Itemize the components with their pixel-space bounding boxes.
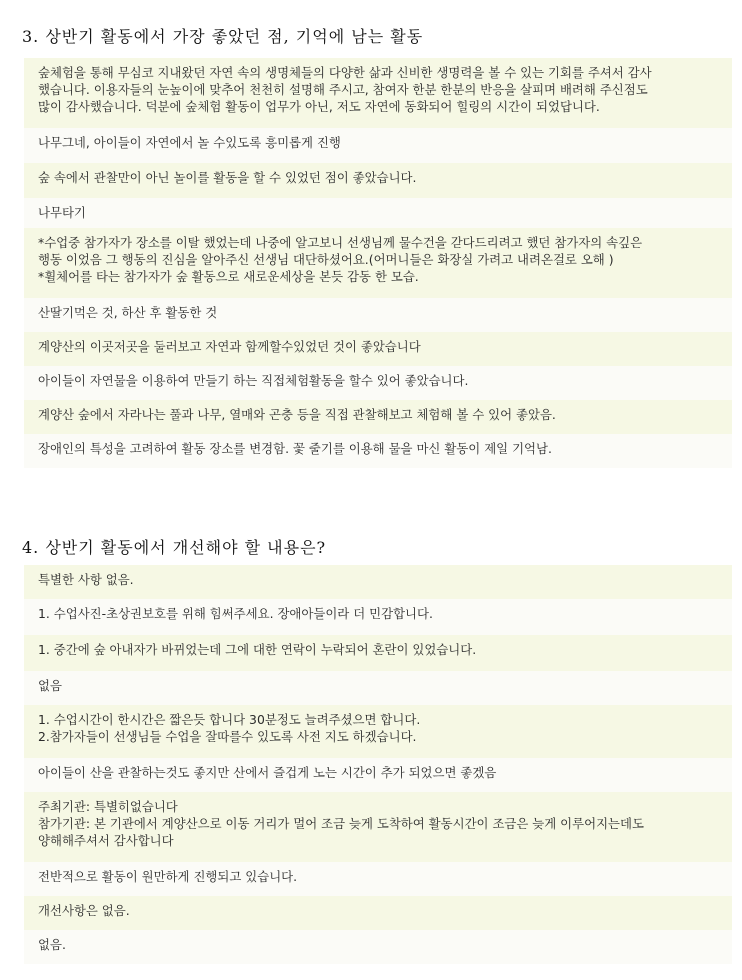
response-row <box>24 671 732 705</box>
response-line: 주최기관: 특별히없습니다 <box>38 799 178 814</box>
response-line: 없음 <box>38 678 62 693</box>
response-row <box>24 163 732 198</box>
response-row <box>24 792 732 862</box>
response-row <box>24 758 732 792</box>
section-4-title: 4. 상반기 활동에서 개선해야 할 내용은? <box>22 538 327 557</box>
response-row <box>24 228 732 298</box>
response-line: 많이 감사했습니다. 덕분에 숲체험 활동이 업무가 아닌, 저도 자연에 동화되어 힐링의 시간이 되었답니다. <box>38 99 600 114</box>
response-line: 숲 속에서 관찰만이 아닌 놀이를 활동을 할 수 있었던 점이 좋았습니다. <box>38 170 417 185</box>
response-row <box>24 366 732 400</box>
response-row <box>24 128 732 163</box>
response-line: 장애인의 특성을 고려하여 활동 장소를 변경함. 꽃 줄기를 이용해 물을 마신 활동이 제일 기억남. <box>38 441 552 456</box>
section-4-responses <box>24 565 732 964</box>
response-line: 특별한 사항 없음. <box>38 572 134 587</box>
response-line: 숲체험을 통해 무심코 지내왔던 자연 속의 생명체들의 다양한 삶과 신비한 생명력을 볼 수 있는 기회를 주셔서 감사 <box>38 65 652 80</box>
response-line: 나무타기 <box>38 205 86 220</box>
response-line: 행동 이었음 그 행동의 진심을 알아주신 선생님 대단하셨어요.(어머니들은 화장실 가려고 내려온걸로 오해 ) <box>38 252 614 267</box>
response-row <box>24 862 732 896</box>
response-row <box>24 705 732 758</box>
response-line: 아이들이 자연물을 이용하여 만들기 하는 직접체험활동을 할수 있어 좋았습니다. <box>38 373 469 388</box>
response-line: 없음. <box>38 937 66 952</box>
section-3-title: 3. 상반기 활동에서 가장 좋았던 점, 기억에 남는 활동 <box>22 27 424 46</box>
response-line: 참가기관: 본 기관에서 계양산으로 이동 거리가 멀어 조금 늦게 도착하여 활동시간이 조금은 늦게 이루어지는데도 <box>38 816 644 831</box>
response-line: 나무그네, 아이들이 자연에서 놀 수있도록 흥미롭게 진행 <box>38 135 341 150</box>
response-line: 개선사항은 없음. <box>38 903 130 918</box>
response-row <box>24 930 732 964</box>
response-line: 전반적으로 활동이 원만하게 진행되고 있습니다. <box>38 869 298 884</box>
response-line: 1. 수업시간이 한시간은 짧은듯 합니다 30분정도 늘려주셨으면 합니다. <box>38 712 421 727</box>
response-line: 1. 중간에 숲 아내자가 바뀌었는데 그에 대한 연락이 누락되어 혼란이 있었습니다. <box>38 642 477 657</box>
response-line: 산딸기먹은 것, 하산 후 활동한 것 <box>38 305 218 320</box>
response-row <box>24 58 732 128</box>
response-line: 아이들이 산을 관찰하는것도 좋지만 산에서 즐겁게 노는 시간이 추가 되었으면 좋겠음 <box>38 765 497 780</box>
response-row <box>24 400 732 434</box>
response-line: 계양산 숲에서 자라나는 풀과 나무, 열매와 곤충 등을 직접 관찰해보고 체험해 볼 수 있어 좋았음. <box>38 407 556 422</box>
response-line: 2.참가자들이 선생님들 수업을 잘따를수 있도록 사전 지도 하겠습니다. <box>38 729 417 744</box>
response-line: *휠체어를 타는 참가자가 숲 활동으로 새로운세상을 본듯 감동 한 모습. <box>38 269 419 284</box>
section-3-responses <box>24 58 732 468</box>
response-line: 계양산의 이곳저곳을 둘러보고 자연과 함께할수있었던 것이 좋았습니다 <box>38 339 421 354</box>
response-line: 1. 수업사진-초상권보호를 위해 힘써주세요. 장애아들이라 더 민감합니다. <box>38 606 433 621</box>
response-row <box>24 434 732 468</box>
response-row <box>24 896 732 930</box>
response-line: 양해해주셔서 감사합니다 <box>38 833 174 848</box>
response-row <box>24 599 732 635</box>
response-line: *수업중 참가자가 장소를 이탈 했었는데 나중에 알고보니 선생님께 물수건을 갇다드리려고 했던 참가자의 속깊은 <box>38 235 643 250</box>
response-row <box>24 198 732 228</box>
response-row <box>24 635 732 671</box>
response-row <box>24 332 732 366</box>
response-row <box>24 298 732 332</box>
response-row <box>24 565 732 599</box>
response-line: 했습니다. 이용자들의 눈높이에 맞추어 천천히 설명해 주시고, 참여자 한분 한분의 반응을 살피며 배려해 주신점도 <box>38 82 648 97</box>
